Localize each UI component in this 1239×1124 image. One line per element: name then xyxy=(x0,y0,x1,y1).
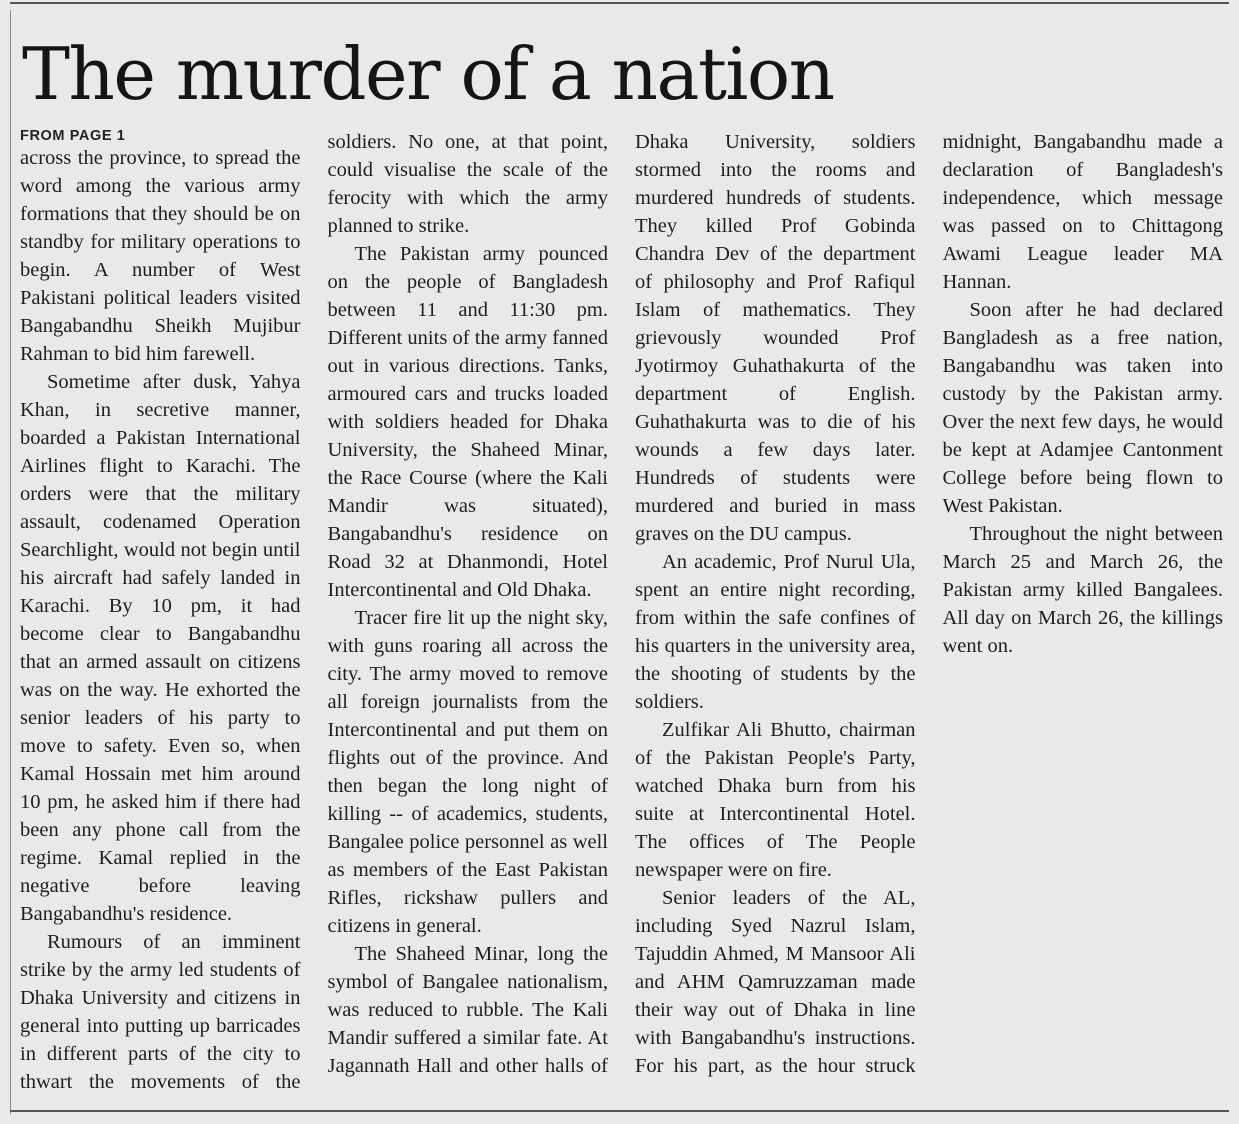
paragraph-6: The Shaheed Minar, long the symbol of Bangalee nationalism, was reduced to rubble. The Kali Mandir suffered a similar fate. At Jagannath Hall and other halls of Dhaka University, soldiers stormed into the rooms and murdered hundreds of students. They killed Prof Gobinda Chandra Dev of the department of philosophy and Prof Rafiqul Islam of mathematics. They grievously wounded Prof Jyotirmoy Guhathakurta of the department of English. Guhathakurta was to die of his wounds a few days later. Hundreds of students were murdered and buried in mass graves on the DU campus. xyxy=(327,131,916,1077)
paragraph-8: Zulfikar Ali Bhutto, chairman of the Pakistan People's Party, watched Dhaka burn from his suite at Intercontinental Hotel. The offices of The People newspaper were on fire. xyxy=(635,719,916,881)
paragraph-5: Tracer fire lit up the night sky, with guns roaring all across the city. The army moved to remove all foreign journalists from the Intercontinental and put them on flights out of the province. And then began the long night of killing -- of academics, students, Bangalee police personnel as well as members of the East Pakistan Rifles, rickshaw pullers and citizens in general. xyxy=(327,607,608,937)
paragraph-10: Soon after he had declared Bangladesh as a free nation, Bangabandhu was taken into custody by the Pakistan army. Over the next few days, he would be kept at Adamjee Cantonment College before being flown to West Pakistan. xyxy=(942,299,1223,517)
kicker-from-page: FROM PAGE 1 xyxy=(20,128,126,144)
paragraph-9: Senior leaders of the AL, including Syed Nazrul Islam, Tajuddin Ahmed, M Mansoor Ali and AHM Qamruzzaman made their way out of Dhaka in line with Bangabandhu's instructions. For his part, as the hour struck midnight, Bangabandhu made a declaration of Bangladesh's independence, which message was passed on to Chittagong Awami League leader MA Hannan. xyxy=(635,131,1223,1077)
paragraph-2: Sometime after dusk, Yahya Khan, in secretive manner, boarded a Pakistan International Airlines flight to Karachi. The orders were that the military assault, codenamed Operation Searchlight, would not begin until his aircraft had safely landed in Karachi. By 10 pm, it had become clear to Bangabandhu that an armed assault on citizens was on the way. He exhorted the senior leaders of his party to move to safety. Even so, when Kamal Hossain met him around 10 pm, he asked him if there had been any phone call from the regime. Kamal replied in the negative before leaving Bangabandhu's residence. xyxy=(20,371,301,925)
paragraph-11: Throughout the night between March 25 and March 26, the Pakistan army killed Bangalees. All day on March 26, the killings went on. xyxy=(942,523,1223,657)
headline: The murder of a nation xyxy=(22,32,834,116)
paragraph-1: across the province, to spread the word among the various army formations that they should be on standby for military operations to begin. A number of West Pakistani political leaders visited Bangabandhu Sheikh Mujibur Rahman to bid him farewell. xyxy=(20,147,301,365)
paragraph-4: The Pakistan army pounced on the people of Bangladesh between 11 and 11:30 pm. Different units of the army fanned out in various directions. Tanks, armoured cars and trucks loaded with soldiers headed for Dhaka University, the Shaheed Minar, the Race Course (where the Kali Mandir was situated), Bangabandhu's residence on Road 32 at Dhanmondi, Hotel Intercontinental and Old Dhaka. xyxy=(327,243,608,601)
paragraph-7: An academic, Prof Nurul Ula, spent an entire night recording, from within the safe confines of his quarters in the university area, the shooting of students by the soldiers. xyxy=(635,551,916,713)
top-rule xyxy=(10,2,1229,4)
paragraph-3: Rumours of an imminent strike by the army led students of Dhaka University and citizens in general into putting up barricades in different parts of the city to thwart the movements of the soldiers. No one, at that point, could visualise the scale of the ferocity with which the army planned to strike. xyxy=(20,131,608,1093)
article-body xyxy=(20,128,1223,1098)
bottom-rule xyxy=(10,1110,1229,1112)
